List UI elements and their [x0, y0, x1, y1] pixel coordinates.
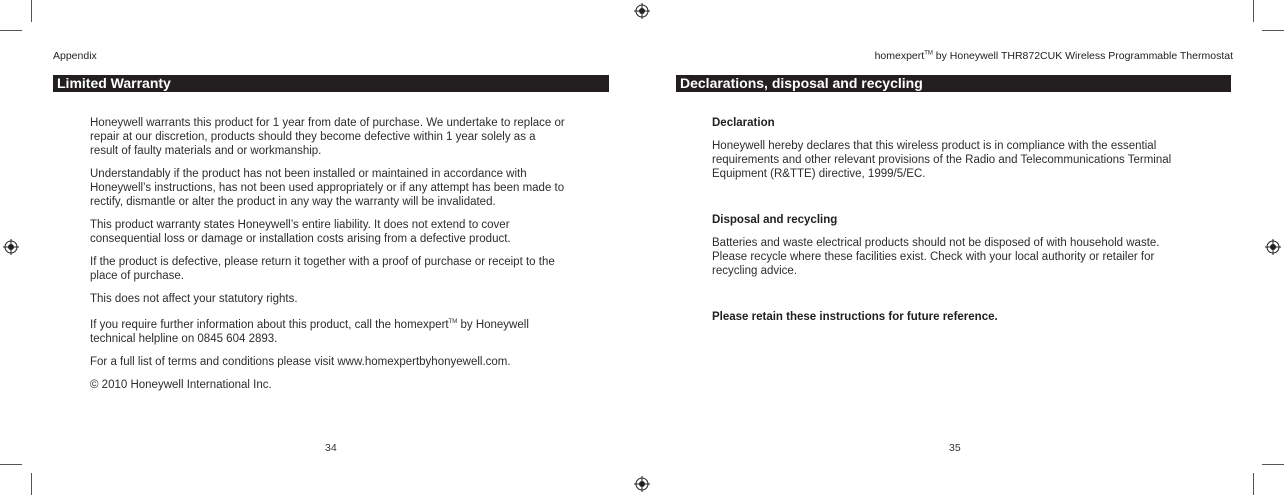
- brand-name: homexpert: [874, 50, 925, 62]
- page-number: 34: [325, 442, 337, 454]
- retain-notice: Please retain these instructions for future reference.: [712, 311, 998, 323]
- warranty-paragraph: Honeywell warrants this product for 1 year from date of purchase. We undertake to replace or repair at our discretion, products should they become defective within 1 year solely as a result of faulty materials and or workmanship.: [90, 117, 565, 157]
- section-title: Limited Warranty: [53, 75, 609, 92]
- disposal-heading: Disposal and recycling: [712, 214, 838, 226]
- helpline-paragraph: [90, 315, 565, 346]
- product-name: by Honeywell THR872CUK Wireless Programmable Thermostat: [932, 50, 1233, 62]
- terms-paragraph: For a full list of terms and conditions please visit www.homexpertbyhonyewell.com.: [90, 355, 511, 368]
- trademark-mark: TM: [924, 50, 933, 57]
- warranty-paragraph: Understandably if the product has not been installed or maintained in accordance with Honeywell’s instructions, has not been used appropriately or if any attempt has been made to rectify, dismantle or alter the product in any way the warranty will be invalidated.: [90, 168, 565, 208]
- disposal-text: Batteries and waste electrical products should not be disposed of with household waste. Please recycle where these facilities exist. Check with your local authority or retailer for recycling advice.: [712, 237, 1160, 277]
- warranty-paragraph: This product warranty states Honeywell’s entire liability. It does not extend to cover consequential loss or damage or installation costs arising from a defective product.: [90, 219, 511, 245]
- warranty-paragraph: If the product is defective, please return it together with a proof of purchase or receipt to the place of purchase.: [90, 256, 555, 282]
- page-number: 35: [949, 442, 961, 454]
- helpline-text-rest: by Honeywell technical helpline on 0845 604 2893.: [90, 318, 529, 345]
- warranty-body: [90, 116, 565, 401]
- running-head: Appendix: [53, 50, 97, 62]
- trademark-mark: TM: [448, 319, 458, 325]
- declaration-text: Honeywell hereby declares that this wireless product is in compliance with the essential requirements and other relevant provisions of the Radio and Telecommunications Terminal Equipment (R&TTE) directive, 1999/5/EC.: [712, 140, 1172, 180]
- declaration-heading: Declaration: [712, 117, 775, 129]
- section-title: Declarations, disposal and recycling: [676, 75, 1231, 92]
- declarations-body: [712, 116, 1172, 324]
- helpline-text: If you require further information about this product, call the homexpert: [90, 318, 449, 331]
- running-head: [875, 50, 1233, 62]
- right-page: [642, 0, 1284, 495]
- warranty-paragraph: This does not affect your statutory rights.: [90, 293, 298, 305]
- copyright-notice: © 2010 Honeywell International Inc.: [90, 378, 272, 391]
